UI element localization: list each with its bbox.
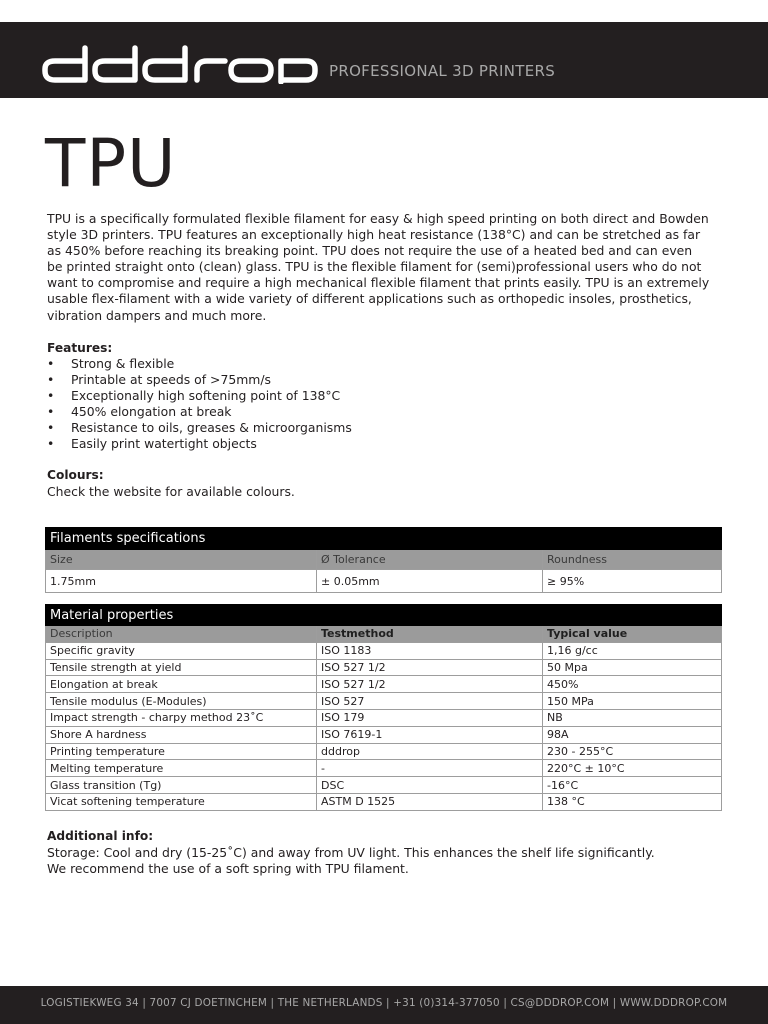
feature-item — [47, 388, 352, 404]
intro-line: be printed straight onto (clean) glass. TPU is the flexible filament for (semi)professional users who do not — [47, 259, 702, 275]
table-title-row — [46, 528, 722, 550]
feature-text: 450% elongation at break — [71, 404, 232, 420]
header-bar — [0, 22, 768, 98]
column-header: Description — [46, 626, 317, 643]
column-header: Ø Tolerance — [317, 550, 543, 570]
filaments-spec-table — [45, 527, 722, 593]
table-cell: ISO 527 1/2 — [317, 676, 543, 693]
bullet-icon: • — [47, 356, 55, 371]
bullet-icon: • — [47, 372, 55, 388]
table-title: Material properties — [46, 605, 722, 626]
dddrop-logo — [42, 42, 318, 84]
table-cell: ± 0.05mm — [317, 570, 543, 593]
features-list — [47, 356, 352, 453]
additional-info-line: Storage: Cool and dry (15-25˚C) and away from UV light. This enhances the shelf life significantly. — [47, 845, 655, 860]
page-title: TPU — [45, 125, 177, 202]
colours-text: Check the website for available colours. — [47, 484, 295, 499]
feature-item — [47, 404, 352, 420]
column-header: Size — [46, 550, 317, 570]
material-properties-table — [45, 604, 722, 811]
table-cell: 220°C ± 10°C — [543, 760, 722, 777]
table-cell: Shore A hardness — [46, 726, 317, 743]
feature-text: Resistance to oils, greases & microorganisms — [71, 420, 352, 436]
table-cell: ISO 179 — [317, 709, 543, 726]
feature-text: Printable at speeds of >75mm/s — [71, 372, 271, 388]
table-cell: NB — [543, 709, 722, 726]
table-cell: dddrop — [317, 743, 543, 760]
table-row — [46, 676, 722, 693]
additional-info-line: We recommend the use of a soft spring with TPU filament. — [47, 861, 409, 876]
table-cell: 150 MPa — [543, 693, 722, 710]
features-heading: Features: — [47, 341, 113, 355]
table-row — [46, 693, 722, 710]
table-row — [46, 743, 722, 760]
table-cell: 50 Mpa — [543, 659, 722, 676]
feature-item — [47, 356, 352, 372]
table-row — [46, 726, 722, 743]
table-row — [46, 793, 722, 810]
table-cell: 98A — [543, 726, 722, 743]
table-title-row — [46, 605, 722, 626]
table-cell: ASTM D 1525 — [317, 793, 543, 810]
bullet-icon: • — [47, 436, 55, 452]
table-header-row — [46, 550, 722, 570]
feature-text: Easily print watertight objects — [71, 436, 257, 452]
intro-line: TPU is a specifically formulated flexible filament for easy & high speed printing on both direct and Bowden — [47, 211, 709, 226]
intro-paragraph — [47, 211, 723, 324]
table-row — [46, 777, 722, 794]
table-title: Filaments specifications — [46, 528, 722, 550]
additional-info-heading: Additional info: — [47, 829, 154, 843]
table-cell: 138 °C — [543, 793, 722, 810]
table-cell: Specific gravity — [46, 642, 317, 659]
table-row — [46, 570, 722, 593]
additional-info-text — [47, 845, 655, 877]
table-row — [46, 642, 722, 659]
column-header: Roundness — [543, 550, 722, 570]
column-header: Testmethod — [317, 626, 543, 643]
bullet-icon: • — [47, 404, 55, 420]
intro-line: usable flex-filament with a wide variety of different applications such as orthopedic insoles, prosthetics, — [47, 291, 692, 307]
footer-bar — [0, 986, 768, 1024]
table-cell: 1.75mm — [46, 570, 317, 593]
feature-text: Strong & flexible — [71, 356, 175, 371]
table-cell: ISO 7619-1 — [317, 726, 543, 743]
table-cell: Melting temperature — [46, 760, 317, 777]
table-cell: -16°C — [543, 777, 722, 794]
intro-line: style 3D printers. TPU features an exceptionally high heat resistance (138°C) and can be stretched as far — [47, 227, 701, 243]
intro-line: as 450% before reaching its breaking point. TPU does not require the use of a heated bed and can even — [47, 243, 693, 259]
feature-item — [47, 436, 352, 452]
header-tagline: PROFESSIONAL 3D PRINTERS — [329, 62, 556, 80]
feature-text: Exceptionally high softening point of 138°C — [71, 388, 341, 404]
bullet-icon: • — [47, 388, 55, 404]
table-row — [46, 709, 722, 726]
table-cell: Tensile modulus (E-Modules) — [46, 693, 317, 710]
table-cell: 230 - 255°C — [543, 743, 722, 760]
bullet-icon: • — [47, 420, 55, 436]
intro-line: vibration dampers and much more. — [47, 307, 267, 323]
feature-item — [47, 420, 352, 436]
intro-line: want to compromise and require a high mechanical flexible filament that prints easily. TPU is an extremely — [47, 275, 710, 291]
table-cell: 1,16 g/cc — [543, 642, 722, 659]
colours-heading: Colours: — [47, 468, 104, 482]
footer-contact: LOGISTIEKWEG 34 | 7007 CJ DOETINCHEM | THE NETHERLANDS | +31 (0)314-377050 | CS@DDDROP.COM | WWW.DDDROP.COM — [40, 997, 728, 1009]
feature-item — [47, 372, 352, 388]
table-cell: DSC — [317, 777, 543, 794]
table-cell: Impact strength - charpy method 23˚C — [46, 709, 317, 726]
table-cell: Elongation at break — [46, 676, 317, 693]
table-header-row — [46, 626, 722, 643]
column-header: Typical value — [543, 626, 722, 643]
table-cell: Glass transition (Tg) — [46, 777, 317, 794]
table-row — [46, 760, 722, 777]
table-cell: - — [317, 760, 543, 777]
table-row — [46, 659, 722, 676]
table-cell: Vicat softening temperature — [46, 793, 317, 810]
table-cell: ISO 527 1/2 — [317, 659, 543, 676]
table-cell: 450% — [543, 676, 722, 693]
table-cell: Tensile strength at yield — [46, 659, 317, 676]
table-cell: ISO 1183 — [317, 642, 543, 659]
table-cell: ISO 527 — [317, 693, 543, 710]
table-cell: Printing temperature — [46, 743, 317, 760]
table-cell: ≥ 95% — [543, 570, 722, 593]
